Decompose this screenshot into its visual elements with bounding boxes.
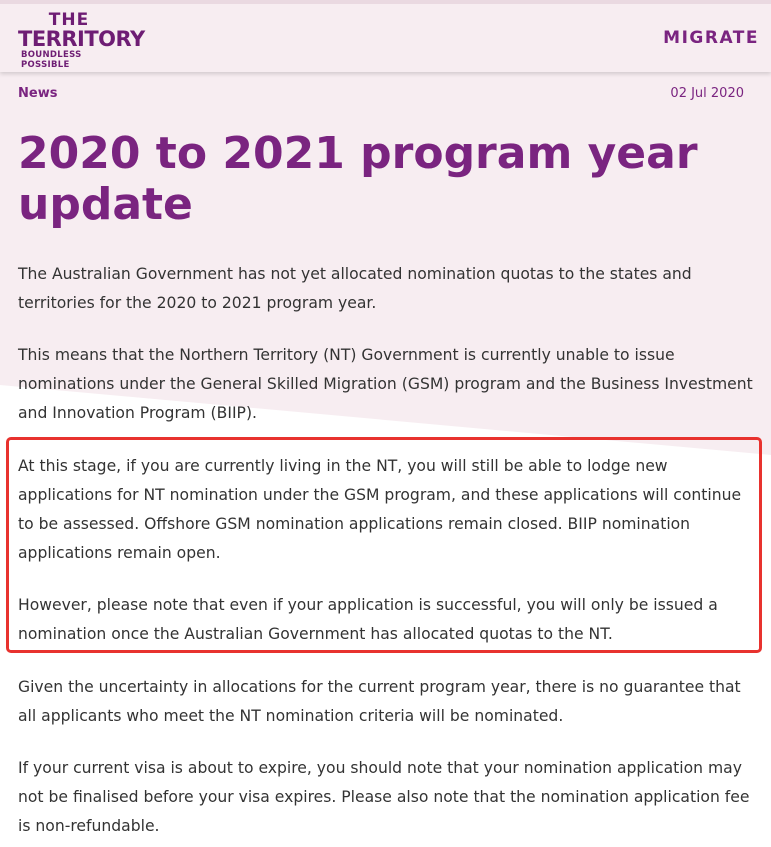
article-paragraph: At this stage, if you are currently living in the NT, you will still be able to lodge new applications for NT nomination under the GSM program, and these applications will continue to be assessed. Offshore GSM nomination applications remain closed. BIIP nomination applications remain open. [18, 457, 742, 562]
logo-text-territory: TERRITORY [18, 27, 145, 51]
site-header [0, 0, 771, 72]
article-paragraph: However, please note that even if your application is successful, you will only be issued a nomination once the Australian Government has allocated quotas to the NT. [18, 596, 718, 643]
article-paragraph: Given the uncertainty in allocations for the current program year, there is no guarantee that all applicants who meet the NT nomination criteria will be nominated. [18, 678, 741, 725]
article-date: 02 Jul 2020 [670, 86, 744, 101]
territory-logo[interactable] [18, 10, 145, 70]
article-paragraph: This means that the Northern Territory (NT) Government is currently unable to issue nominations under the General Skilled Migration (GSM) program and the Business Investment and Innovation Program (BIIP). [18, 346, 753, 422]
logo-text-the: THE [48, 10, 90, 30]
article-category[interactable]: News [18, 86, 58, 101]
nav-migrate-link[interactable]: MIGRATE [663, 28, 759, 48]
article-paragraph: The Australian Government has not yet allocated nomination quotas to the states and territories for the 2020 to 2021 program year. [18, 265, 692, 312]
article-title: 2020 to 2021 program year update [18, 128, 698, 230]
logo-tagline: BOUNDLESS POSSIBLE [21, 50, 82, 70]
article-paragraph: If your current visa is about to expire, you should note that your nomination application may not be finalised before your visa expires. Please also note that the nomination application fee is non-refundable. [18, 759, 750, 835]
